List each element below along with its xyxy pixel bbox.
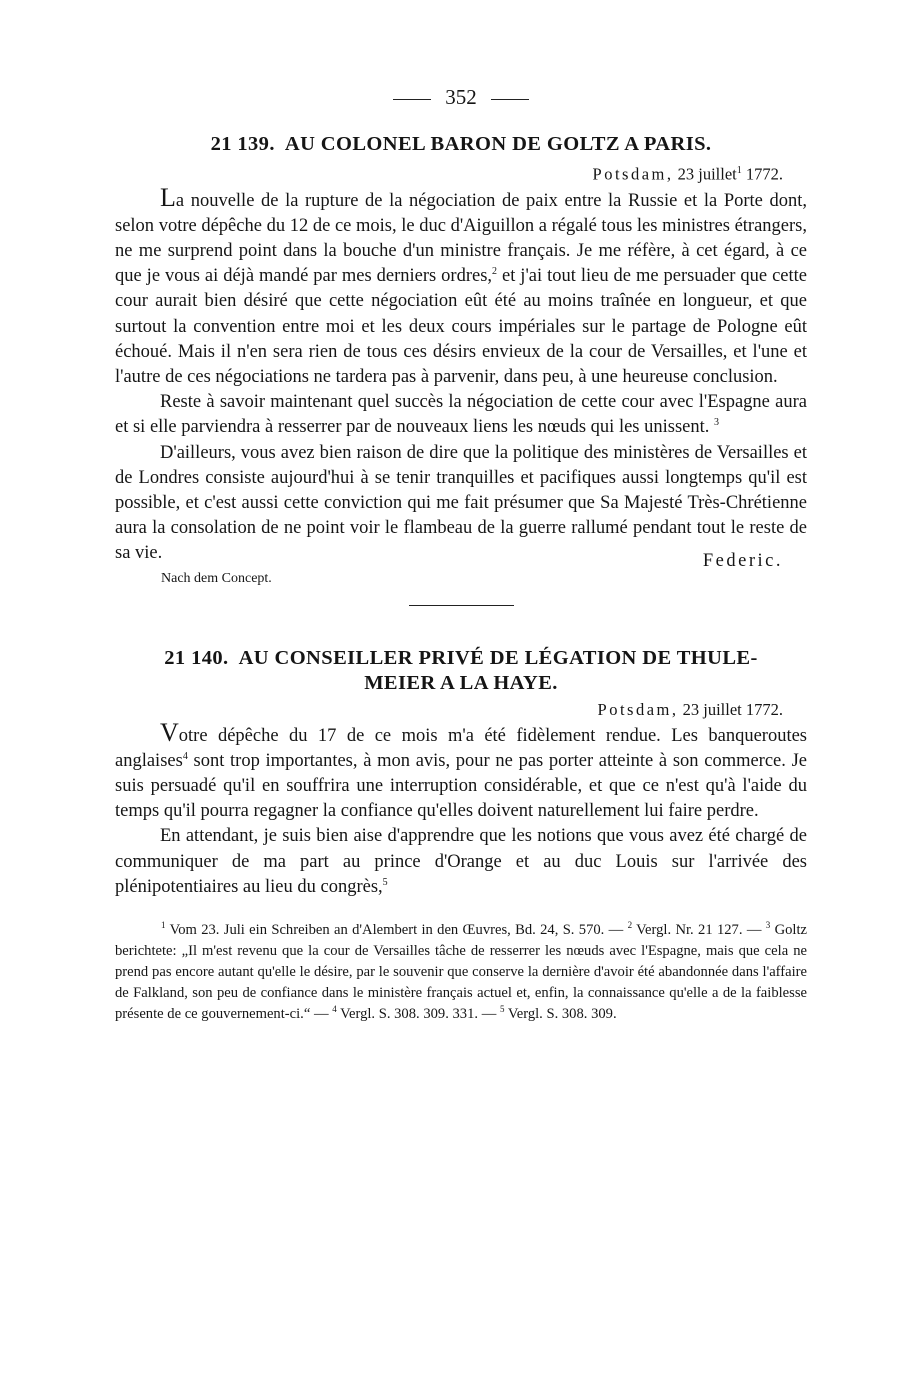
footnote-ref: 1 xyxy=(736,165,742,176)
page-number-value: 352 xyxy=(445,85,477,109)
signature: Federic. xyxy=(702,550,783,571)
initial-letter: V xyxy=(160,717,179,747)
letter-21140 xyxy=(115,646,807,900)
paragraph xyxy=(115,717,807,825)
footnote-ref: 5 xyxy=(382,876,388,888)
page-number xyxy=(115,84,807,114)
footnote-text: Vergl. Nr. 21 127. — xyxy=(632,921,766,938)
page-number-dash-left xyxy=(393,99,431,100)
footnote-text: Vergl. S. 308. 309. xyxy=(504,1005,617,1022)
letter-title-line1: AU CONSEILLER PRIVÉ DE LÉGATION DE THULE- xyxy=(238,646,758,669)
footnote-text: Vergl. S. 308. 309. 331. — xyxy=(336,1005,500,1022)
paragraph xyxy=(115,390,807,440)
paragraph-text-after: et j'ai tout lieu de me persuader que cette cour aurait bien désiré que cette négociation eût été au moins traînée en longueur, et que surtout la convention entre moi et les deux cours impériales sur le partage de Pologne eût échoué. Mais il n'en sera rien de tous ces désirs envieux de la cour de Versailles, et l'une et l'autre de ces négociations ne tardera pas à parvenir, dans peu, à une heureuse conclusion. xyxy=(115,266,807,387)
dateline-place: Potsdam, xyxy=(592,164,674,184)
separator-rule xyxy=(409,605,514,606)
dateline-year: 1772. xyxy=(745,164,783,184)
page xyxy=(115,84,807,1025)
paragraph-text: En attendant, je suis bien aise d'apprendre que les notions que vous avez été chargé de communiquer de ma part au prince d'Orange et au duc Louis sur l'arrivée des plénipotentiaires au lieu du congrès, xyxy=(115,826,807,897)
letter-title-line2: MEIER A LA HAYE. xyxy=(364,671,558,694)
footnote-ref: 4 xyxy=(182,750,188,762)
dateline-date: 23 juillet 1772. xyxy=(682,699,783,719)
paragraph-text-after: sont trop importantes, à mon avis, pour ne pas porter atteinte à son commerce. Je suis persuadé qu'il en souffrira une interruption considérable, et que ce n'est qu'à l'aide du temps qu'il pourra regagner la confiance qu'elles doivent naturellement lui faire perdre. xyxy=(115,750,807,822)
paragraph xyxy=(115,441,807,567)
letter-title xyxy=(115,646,807,696)
dateline-place: Potsdam, xyxy=(597,699,679,719)
paragraph xyxy=(115,824,807,900)
dateline xyxy=(115,160,807,186)
letter-number: 21 140. xyxy=(164,646,229,669)
footnote-ref: 2 xyxy=(492,265,498,277)
source-note: Nach dem Concept. xyxy=(161,570,272,586)
footnote-text: Goltz berichtete: „Il m'est revenu que la cour de Versailles tâche de resserrer les nœuds avec l'Espagne, mais que cela ne prend pas encore autant qu'elle le désire, par le souvenir que conserve la dernière d'avoir été abandonnée dans l'affaire de Falkland, son peu de confiance dans le ministère français actuel et, enfin, la connaissance qu'elle a de la faiblesse présente de ce gouvernement-ci.“ — xyxy=(115,921,807,1022)
dateline xyxy=(115,699,807,721)
footnote-number: 5 xyxy=(499,1004,505,1015)
footnote-number: 3 xyxy=(765,920,771,931)
paragraph xyxy=(115,182,807,391)
letter-21139 xyxy=(115,132,807,591)
initial-letter: L xyxy=(160,182,176,212)
footnote-number: 2 xyxy=(627,920,633,931)
paragraph-text: Reste à savoir maintenant quel succès la négociation de cette cour avec l'Espagne aura et si elle parviendra à resserrer par de nouveaux liens les nœuds qui les unissent. xyxy=(115,392,807,438)
footnote-ref: 3 xyxy=(714,417,720,429)
dateline-day-month: 23 juillet xyxy=(677,164,737,184)
letter-title xyxy=(115,132,807,157)
footnotes xyxy=(115,920,807,1025)
paragraph-text: D'ailleurs, vous avez bien raison de dire que la politique des ministères de Versailles et de Londres consiste aujourd'hui à se tenir tranquilles et pacifiques aussi longtemps qu'il est possible, et c'est aussi cette conviction qui me fait présumer que Sa Majesté Très-Chrétienne aura la consolation de ne point voir le flambeau de la guerre rallumé pendant tout le reste de sa vie. xyxy=(115,442,807,564)
footnote-text: Vom 23. Juli ein Schreiben an d'Alembert in den Œuvres, Bd. 24, S. 570. — xyxy=(165,921,628,938)
letter-number: 21 139. xyxy=(210,133,275,155)
footnote-number: 4 xyxy=(332,1004,337,1015)
paragraph-text: otre dépêche du 17 de ce mois m'a été fidèlement rendue. Les banqueroutes anglaises xyxy=(115,725,807,771)
footnote-number: 1 xyxy=(161,920,166,931)
page-number-dash-right xyxy=(491,99,529,100)
signature-row xyxy=(115,550,807,591)
letter-title-text: AU COLONEL BARON DE GOLTZ A PARIS. xyxy=(284,133,712,155)
footnote-block xyxy=(115,920,807,1025)
paragraph-text: a nouvelle de la rupture de la négociation de paix entre la Russie et la Porte dont, selon votre dépêche du 12 de ce mois, le duc d'Aiguillon a régalé tous les ministres étrangers, ne me surprend point dans la bouche d'un ministre français. Je me réfère, à cet égard, à ce que je vous ai déjà mandé par mes derniers ordres, xyxy=(115,190,807,287)
